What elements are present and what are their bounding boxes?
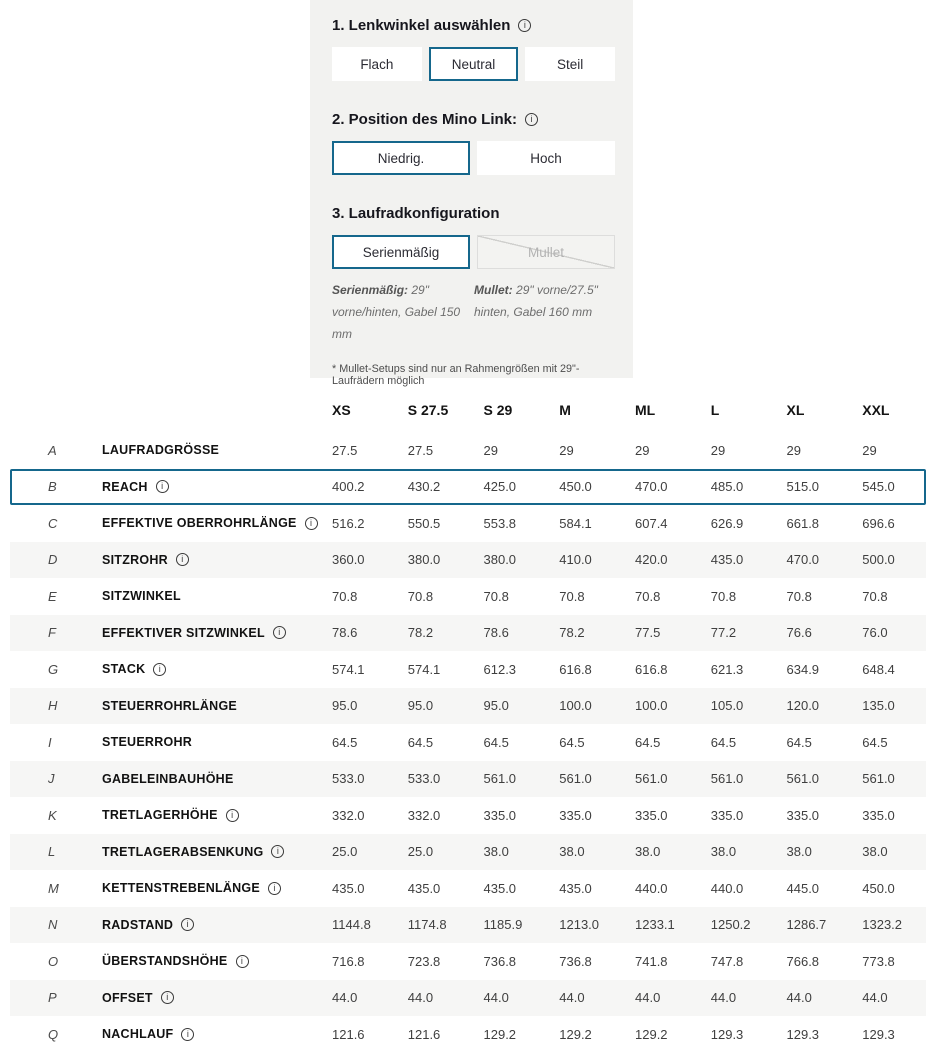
row-letter: D <box>48 552 58 568</box>
row-value: 410.0 <box>559 552 592 568</box>
row-value: 129.3 <box>786 1026 820 1042</box>
section-title <box>332 205 615 222</box>
row-value: 515.0 <box>786 479 820 495</box>
row-value: 78.6 <box>332 625 358 641</box>
mullet-config-text: 29" vorne/27.5" hinten, Gabel 160 mm <box>474 283 598 320</box>
row-label <box>102 772 320 786</box>
row-value: 533.0 <box>407 771 441 787</box>
info-icon[interactable]: i <box>273 626 286 639</box>
geometry-row-g[interactable] <box>10 651 926 688</box>
config-section-1 <box>332 17 615 81</box>
option-button-neutral[interactable]: Neutral <box>429 47 519 81</box>
row-letter: E <box>48 588 57 604</box>
row-value: 430.2 <box>407 479 441 495</box>
row-value: 335.0 <box>786 807 820 823</box>
row-value: 70.8 <box>635 588 661 604</box>
row-value: 95.0 <box>407 698 434 714</box>
row-value: 70.8 <box>710 588 737 604</box>
row-value: 1250.2 <box>710 917 751 933</box>
column-header-xxl: XXL <box>862 402 890 418</box>
row-letter: B <box>48 479 57 495</box>
row-value: 64.5 <box>332 734 358 750</box>
row-value: 95.0 <box>483 698 509 714</box>
row-value: 584.1 <box>559 515 592 531</box>
row-value: 626.9 <box>710 515 744 531</box>
row-value: 1174.8 <box>407 917 447 933</box>
section-title-text: 1. Lenkwinkel auswählen <box>332 17 511 34</box>
row-letter: M <box>48 880 59 896</box>
row-value: 561.0 <box>635 771 668 787</box>
row-value: 470.0 <box>635 479 668 495</box>
geometry-row-i[interactable] <box>10 724 926 761</box>
row-value: 435.0 <box>483 880 517 896</box>
row-value: 1286.7 <box>786 917 827 933</box>
standard-config-text: 29" vorne/hinten, Gabel 150 mm <box>332 283 461 342</box>
row-value: 574.1 <box>332 661 365 677</box>
geometry-row-q[interactable] <box>10 1016 926 1053</box>
row-value: 332.0 <box>332 807 365 823</box>
row-label <box>102 808 320 822</box>
row-value: 38.0 <box>483 844 509 860</box>
row-value: 64.5 <box>635 734 661 750</box>
row-value: 25.0 <box>332 844 358 860</box>
geometry-row-o[interactable] <box>10 943 926 980</box>
top-area <box>0 0 936 387</box>
row-value: 716.8 <box>332 953 365 969</box>
row-value: 29 <box>483 442 498 458</box>
row-value: 78.6 <box>483 625 509 641</box>
option-button-mullet[interactable]: Mullet <box>477 235 615 269</box>
row-letter: P <box>48 990 57 1006</box>
row-value: 95.0 <box>332 698 358 714</box>
row-value: 616.8 <box>635 661 668 677</box>
row-letter: F <box>48 625 56 641</box>
section-buttons <box>332 235 615 269</box>
row-label <box>102 881 320 895</box>
row-value: 129.2 <box>483 1026 517 1042</box>
row-value: 553.8 <box>483 515 517 531</box>
row-label-text: EFFEKTIVER SITZWINKEL <box>102 625 265 640</box>
row-value: 64.5 <box>559 734 585 750</box>
row-letter: N <box>48 917 58 933</box>
row-value: 661.8 <box>786 515 820 531</box>
section-buttons <box>332 47 615 81</box>
row-value: 561.0 <box>483 771 517 787</box>
row-letter: I <box>48 734 52 750</box>
section-title <box>332 17 615 34</box>
table-header-row <box>10 388 926 432</box>
section-buttons <box>332 141 615 175</box>
row-value: 29 <box>786 442 801 458</box>
option-button-serienm-ig[interactable]: Serienmäßig <box>332 235 470 269</box>
config-panel <box>310 0 633 387</box>
row-value: 561.0 <box>559 771 592 787</box>
info-icon[interactable]: i <box>181 1028 194 1041</box>
row-value: 135.0 <box>862 698 895 714</box>
row-label-text: RADSTAND <box>102 917 174 932</box>
row-label-text: TRETLAGERHÖHE <box>102 808 218 823</box>
row-value: 450.0 <box>559 479 592 495</box>
row-value: 44.0 <box>862 990 888 1006</box>
row-value: 77.2 <box>710 625 737 641</box>
row-value: 612.3 <box>483 661 517 677</box>
row-value: 736.8 <box>559 953 592 969</box>
column-header-xl: XL <box>786 402 805 418</box>
row-label-text: REACH <box>102 479 148 494</box>
option-button-steil[interactable]: Steil <box>525 47 615 81</box>
row-label-text: STEUERROHR <box>102 735 193 750</box>
geometry-row-n[interactable] <box>10 907 926 944</box>
row-label-text: STEUERROHRLÄNGE <box>102 698 238 713</box>
info-icon[interactable]: i <box>226 809 239 822</box>
row-value: 335.0 <box>862 807 895 823</box>
geometry-table-body <box>10 432 926 1053</box>
row-label-text: SITZWINKEL <box>102 589 181 604</box>
row-value: 64.5 <box>710 734 737 750</box>
config-section-3 <box>332 205 615 269</box>
row-value: 445.0 <box>786 880 820 896</box>
row-value: 38.0 <box>635 844 661 860</box>
row-value: 400.2 <box>332 479 365 495</box>
geometry-row-a[interactable] <box>10 432 926 469</box>
row-label <box>102 954 320 968</box>
row-value: 380.0 <box>483 552 517 568</box>
row-value: 29 <box>862 442 877 458</box>
info-icon[interactable]: i <box>181 918 194 931</box>
row-value: 64.5 <box>862 734 888 750</box>
row-value: 121.6 <box>407 1026 441 1042</box>
row-value: 100.0 <box>635 698 668 714</box>
row-value: 561.0 <box>786 771 820 787</box>
row-value: 550.5 <box>407 515 441 531</box>
info-icon[interactable]: i <box>268 882 281 895</box>
row-value: 648.4 <box>862 661 895 677</box>
info-icon[interactable]: i <box>153 663 166 676</box>
section-title <box>332 111 615 128</box>
info-icon[interactable]: i <box>525 113 538 126</box>
row-value: 1213.0 <box>559 917 600 933</box>
row-value: 29 <box>710 442 726 458</box>
column-header-l: L <box>710 402 720 418</box>
column-header-m: M <box>559 402 571 418</box>
row-value: 44.0 <box>635 990 661 1006</box>
geometry-table <box>0 388 936 1053</box>
info-icon[interactable]: i <box>518 19 531 32</box>
row-label-text: OFFSET <box>102 990 153 1005</box>
column-header-s-29: S 29 <box>483 402 513 418</box>
info-icon[interactable]: i <box>161 991 174 1004</box>
geometry-row-p[interactable] <box>10 980 926 1017</box>
geometry-row-b[interactable] <box>10 469 926 506</box>
row-label-text: KETTENSTREBENLÄNGE <box>102 881 260 896</box>
option-button-niedrig[interactable]: Niedrig. <box>332 141 470 175</box>
mullet-config-lead: Mullet: <box>474 283 513 297</box>
row-letter: G <box>48 661 59 677</box>
row-value: 78.2 <box>407 625 434 641</box>
row-letter: L <box>48 844 56 860</box>
row-value: 1233.1 <box>635 917 675 933</box>
geometry-row-e[interactable] <box>10 578 926 615</box>
row-value: 44.0 <box>332 990 358 1006</box>
info-icon[interactable]: i <box>236 955 249 968</box>
row-letter: K <box>48 807 57 823</box>
row-value: 425.0 <box>483 479 517 495</box>
row-value: 435.0 <box>710 552 744 568</box>
section-title-text: 2. Position des Mino Link: <box>332 111 518 128</box>
row-value: 120.0 <box>786 698 820 714</box>
row-value: 335.0 <box>483 807 517 823</box>
row-value: 76.0 <box>862 625 888 641</box>
row-value: 70.8 <box>559 588 585 604</box>
option-button-hoch[interactable]: Hoch <box>477 141 615 175</box>
row-value: 533.0 <box>332 771 365 787</box>
row-label-text: EFFEKTIVE OBERROHRLÄNGE <box>102 516 297 531</box>
row-letter: C <box>48 515 58 531</box>
row-value: 634.9 <box>786 661 820 677</box>
row-value: 420.0 <box>635 552 668 568</box>
row-label <box>102 553 320 567</box>
row-value: 435.0 <box>332 880 365 896</box>
row-value: 44.0 <box>786 990 812 1006</box>
row-value: 70.8 <box>483 588 509 604</box>
row-label-text: NACHLAUF <box>102 1027 174 1042</box>
column-header-ml: ML <box>635 402 656 418</box>
row-label-text: LAUFRADGRÖSSE <box>102 443 220 458</box>
info-icon[interactable]: i <box>156 480 169 493</box>
row-value: 335.0 <box>559 807 592 823</box>
geometry-row-f[interactable] <box>10 615 926 652</box>
row-value: 545.0 <box>862 479 895 495</box>
row-value: 485.0 <box>710 479 744 495</box>
row-value: 561.0 <box>862 771 895 787</box>
row-value: 129.2 <box>635 1026 668 1042</box>
geometry-row-l[interactable] <box>10 834 926 871</box>
row-value: 621.3 <box>710 661 744 677</box>
row-value: 741.8 <box>635 953 668 969</box>
column-header-xs: XS <box>332 402 351 418</box>
info-icon[interactable]: i <box>176 553 189 566</box>
row-value: 77.5 <box>635 625 661 641</box>
mullet-footnote: * Mullet-Setups sind nur an Rahmengrößen mit 29"-Laufrädern möglich <box>332 362 580 387</box>
row-value: 335.0 <box>635 807 668 823</box>
row-value: 129.3 <box>710 1026 744 1042</box>
row-value: 1144.8 <box>332 917 371 933</box>
row-label <box>102 626 320 640</box>
row-value: 607.4 <box>635 515 668 531</box>
row-label <box>102 845 320 859</box>
row-letter: Q <box>48 1026 59 1042</box>
config-descriptions <box>332 279 615 346</box>
row-label-text: GABELEINBAUHÖHE <box>102 771 234 786</box>
row-value: 25.0 <box>407 844 434 860</box>
geometry-row-d[interactable] <box>10 542 926 579</box>
row-value: 78.2 <box>559 625 585 641</box>
row-label-text: ÜBERSTANDSHÖHE <box>102 954 228 969</box>
row-label <box>102 735 320 749</box>
row-value: 38.0 <box>559 844 585 860</box>
row-letter: O <box>48 953 59 969</box>
row-value: 27.5 <box>332 442 358 458</box>
standard-config-lead: Serienmäßig: <box>332 283 409 297</box>
row-value: 766.8 <box>786 953 820 969</box>
row-label <box>102 1027 320 1041</box>
info-icon[interactable]: i <box>271 845 284 858</box>
geometry-row-c[interactable] <box>10 505 926 542</box>
row-value: 70.8 <box>862 588 888 604</box>
row-letter: A <box>48 442 57 458</box>
row-value: 29 <box>635 442 650 458</box>
section-title-text: 3. Laufradkonfiguration <box>332 205 500 222</box>
row-label <box>102 443 320 457</box>
row-value: 27.5 <box>407 442 434 458</box>
row-value: 70.8 <box>332 588 358 604</box>
row-value: 500.0 <box>862 552 895 568</box>
row-value: 335.0 <box>710 807 744 823</box>
mullet-config-description <box>474 279 616 346</box>
config-sections <box>332 17 615 269</box>
config-section-2 <box>332 111 615 175</box>
row-value: 105.0 <box>710 698 744 714</box>
row-value: 440.0 <box>635 880 668 896</box>
row-value: 470.0 <box>786 552 820 568</box>
row-label <box>102 480 320 494</box>
row-value: 44.0 <box>407 990 434 1006</box>
row-label <box>102 918 320 932</box>
row-value: 747.8 <box>710 953 744 969</box>
row-label <box>102 516 320 530</box>
row-value: 450.0 <box>862 880 895 896</box>
row-value: 516.2 <box>332 515 365 531</box>
row-value: 64.5 <box>786 734 812 750</box>
row-value: 561.0 <box>710 771 744 787</box>
row-value: 696.6 <box>862 515 895 531</box>
row-value: 44.0 <box>559 990 585 1006</box>
standard-config-description <box>332 279 465 346</box>
row-letter: H <box>48 698 58 714</box>
row-label-text: TRETLAGERABSENKUNG <box>102 844 264 859</box>
row-value: 332.0 <box>407 807 441 823</box>
row-value: 129.2 <box>559 1026 592 1042</box>
row-value: 736.8 <box>483 953 517 969</box>
geometry-row-k[interactable] <box>10 797 926 834</box>
row-value: 129.3 <box>862 1026 895 1042</box>
row-value: 435.0 <box>407 880 441 896</box>
row-value: 29 <box>559 442 574 458</box>
row-value: 574.1 <box>407 661 441 677</box>
row-value: 76.6 <box>786 625 812 641</box>
geometry-row-h[interactable] <box>10 688 926 725</box>
column-header-s-27-5: S 27.5 <box>407 402 449 418</box>
row-label <box>102 699 320 713</box>
row-value: 723.8 <box>407 953 441 969</box>
row-value: 440.0 <box>710 880 744 896</box>
row-value: 70.8 <box>407 588 434 604</box>
row-value: 616.8 <box>559 661 592 677</box>
row-letter: J <box>48 771 55 787</box>
row-value: 44.0 <box>483 990 509 1006</box>
row-value: 360.0 <box>332 552 365 568</box>
row-value: 773.8 <box>862 953 895 969</box>
row-label <box>102 991 320 1005</box>
row-value: 38.0 <box>786 844 812 860</box>
row-value: 44.0 <box>710 990 737 1006</box>
geometry-row-m[interactable] <box>10 870 926 907</box>
row-label-text: STACK <box>102 662 146 677</box>
row-label-text: SITZROHR <box>102 552 168 567</box>
row-value: 38.0 <box>710 844 737 860</box>
row-value: 64.5 <box>483 734 509 750</box>
row-value: 1185.9 <box>483 917 523 933</box>
geometry-row-j[interactable] <box>10 761 926 798</box>
row-label <box>102 589 320 603</box>
option-button-flach[interactable]: Flach <box>332 47 422 81</box>
row-value: 70.8 <box>786 588 812 604</box>
row-value: 1323.2 <box>862 917 903 933</box>
row-value: 380.0 <box>407 552 441 568</box>
row-value: 435.0 <box>559 880 592 896</box>
row-value: 64.5 <box>407 734 434 750</box>
row-label <box>102 662 320 676</box>
row-value: 121.6 <box>332 1026 365 1042</box>
row-value: 38.0 <box>862 844 888 860</box>
row-value: 100.0 <box>559 698 592 714</box>
info-icon[interactable]: i <box>305 517 318 530</box>
